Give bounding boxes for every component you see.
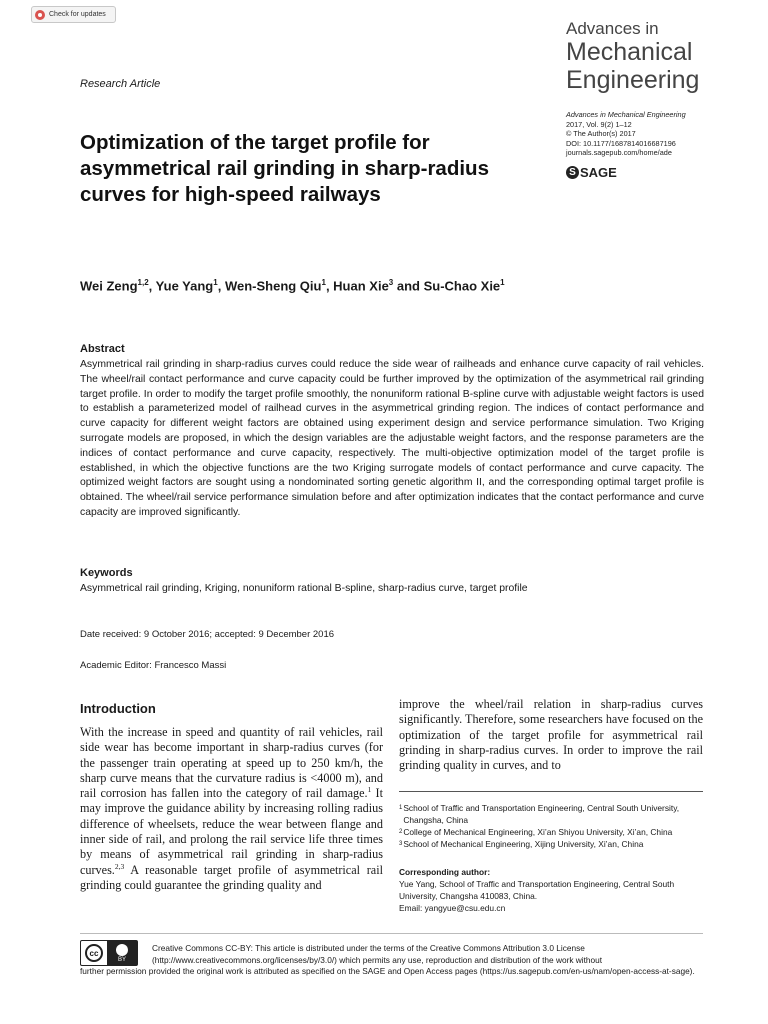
keywords-text: Asymmetrical rail grinding, Kriging, nonuniform rational B-spline, sharp-radius curve, target profile — [80, 583, 528, 594]
citation-ref[interactable]: 1 — [367, 785, 372, 795]
journal-name-line1: Advances in — [566, 19, 659, 38]
meta-copyright: © The Author(s) 2017 — [566, 129, 636, 138]
keywords-heading: Keywords — [80, 567, 133, 579]
footnote-divider — [399, 791, 703, 792]
affiliation-item — [399, 838, 709, 850]
license-divider — [80, 933, 703, 934]
affiliation-number: 3 — [399, 841, 403, 847]
meta-journal: Advances in Mechanical Engineering — [566, 110, 686, 119]
affiliation-item — [399, 826, 709, 838]
abstract-heading: Abstract — [80, 343, 125, 355]
author-separator: , — [325, 278, 334, 294]
paper-title: Optimization of the target profile for asymmetrical rail grinding in sharp-radius curves for high-speed railways — [80, 131, 489, 206]
corresponding-address: Yue Yang, School of Traffic and Transportation Engineering, Central South University, Changsha 410083, China. — [399, 879, 675, 901]
check-for-updates-button[interactable] — [31, 6, 116, 23]
author-separator: , — [148, 278, 156, 294]
intro-text-part3: A reasonable target profile of asymmetrical rail grinding could guarantee the grinding quality and — [80, 862, 383, 892]
author-affiliation-mark: 3 — [388, 278, 394, 287]
introduction-column-2: improve the wheel/rail relation in sharp-radius curves significantly. Therefore, some researchers have focused on the optimization of the target profile for asymmetrical rail grinding in sharp-radius curves. In order to improve the rail grinding quality in curves, and to — [399, 697, 703, 773]
meta-url[interactable]: journals.sagepub.com/home/ade — [566, 148, 672, 157]
author-name: Wen-Sheng Qiu — [224, 278, 322, 294]
corresponding-author — [399, 866, 709, 914]
author-name: Wei Zeng — [80, 278, 138, 294]
introduction-column-1 — [80, 725, 383, 893]
crossmark-icon — [35, 10, 45, 20]
license-text-2: further permission provided the original work is attributed as specified on the SAGE and Open Access pages (https://us.sagepub.com/en-us/nam/open-access-at-sage). — [80, 966, 695, 976]
license-text-1: Creative Commons CC-BY: This article is distributed under the terms of the Creative Commons Attribution 3.0 License (http://www.creativecommons.org/licenses/by/3.0/) which permits any use, reproduction and distribution of the work without — [152, 943, 603, 965]
article-type: Research Article — [80, 78, 161, 90]
affiliation-text: College of Mechanical Engineering, Xi’an Shiyou University, Xi’an, China — [403, 827, 673, 837]
sage-s-icon: S — [566, 166, 579, 179]
journal-masthead — [566, 20, 756, 93]
abstract-text: Asymmetrical rail grinding in sharp-radius curves could reduce the side wear of railheads and enhance curve capacity of rail vehicles. The wheel/rail contact performance and curve capacity could be further improved by the optimization of the asymmetrical rail grinding target profile. In order to modify the target profile smoothly, the nonuniform rational B-spline curve with adjustable weight factors is used to establish a parameterized model of railhead curves in the asymmetrical grinding region. The indices of contact performance and curve capacity for different weight factors are obtained using experiment design and service performance simulation. Two Kriging surrogate models are proposed, in which the design variables are the adjustable weight factors, and the response parameters are the indices of contact performance and curve capacity, respectively. The multi-objective optimization model of the target profile is established, in which the objective functions are the two Kriging surrogate models of contact performance and curve capacity. The optimized weight factors are sought using a nondominated sorting genetic algorithm II, and the corresponding optimal target profile is obtained. The wheel/rail service performance simulation before and after optimization indicates that the contact performance and curve capacity are improved significantly. — [80, 359, 704, 518]
affiliation-number: 2 — [399, 829, 403, 835]
affiliations — [399, 802, 709, 850]
author-name: Huan Xie — [333, 278, 389, 294]
sage-logo — [566, 165, 617, 180]
affiliation-text: School of Mechanical Engineering, Xijing University, Xi’an, China — [403, 839, 644, 849]
intro-text-part1: With the increase in speed and quantity of rail vehicles, rail side wear has become important in sharp-radius curves (for the passenger train operating at speed up to 250 km/h, the sharp curve means that the curvature radius is <4000 m), and rail corrosion has fallen into the category of rail damage. — [80, 725, 383, 801]
cc-icon: cc — [85, 944, 103, 962]
dates-line: Date received: 9 October 2016; accepted: 9 December 2016 — [80, 629, 335, 640]
sage-logo-text: SAGE — [580, 165, 617, 180]
meta-doi[interactable]: DOI: 10.1177/1687814016687196 — [566, 138, 676, 148]
corresponding-email[interactable]: Email: yangyue@csu.edu.cn — [399, 903, 506, 913]
affiliation-number: 1 — [399, 805, 403, 811]
check-for-updates-label: Check for updates — [49, 11, 106, 18]
affiliation-text: School of Traffic and Transportation Engineering, Central South University, Changsha, China — [403, 803, 680, 825]
academic-editor: Academic Editor: Francesco Massi — [80, 660, 227, 671]
author-affiliation-mark: 1 — [213, 278, 218, 287]
author-name: Su-Chao Xie — [423, 278, 501, 294]
author-affiliation-mark: 1 — [500, 278, 505, 287]
author-list — [80, 278, 700, 293]
journal-name-line2: Mechanical — [566, 38, 693, 66]
author-affiliation-mark: 1,2 — [137, 278, 149, 287]
meta-volume: 2017, Vol. 9(2) 1–12 — [566, 119, 632, 129]
author-name: Yue Yang — [155, 278, 214, 294]
citation-ref[interactable]: 2,3 — [114, 861, 125, 871]
introduction-heading: Introduction — [80, 701, 156, 716]
author-affiliation-mark: 1 — [321, 278, 326, 287]
affiliation-item — [399, 802, 709, 826]
intro-text-part2: It may improve the guidance ability by increasing rolling radius difference of wheelsets, reduce the wear between flange and inner side of rail, and prolong the rail service life three times by means of asymmetrical rail grinding in sharp-radius curves. — [80, 786, 383, 877]
cc-by-label: BY — [117, 956, 126, 963]
author-separator: , — [217, 278, 225, 294]
publication-meta — [566, 110, 756, 158]
author-separator: and — [393, 278, 424, 294]
corresponding-heading: Corresponding author: — [399, 867, 491, 877]
journal-name-line3: Engineering — [566, 66, 700, 94]
cc-by-badge[interactable] — [80, 940, 138, 966]
attribution-person-icon — [116, 944, 128, 956]
